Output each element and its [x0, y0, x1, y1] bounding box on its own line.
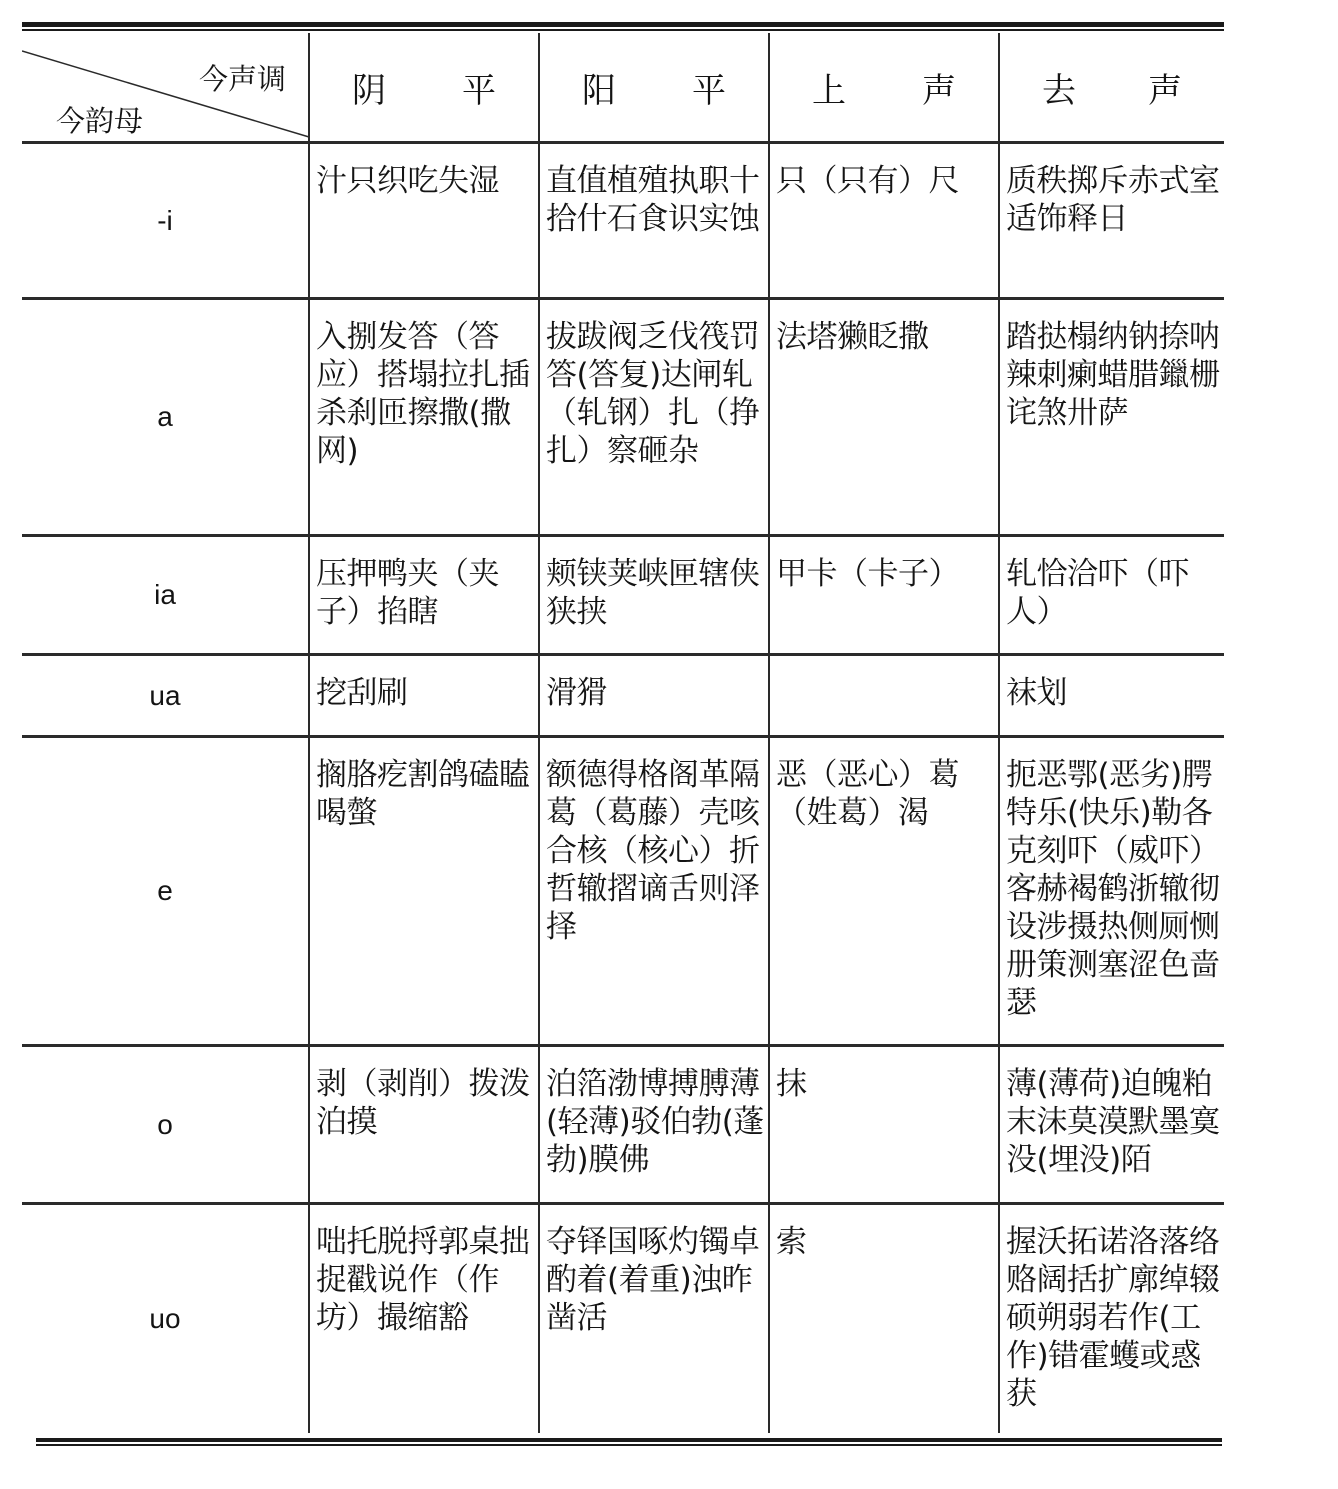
- cell-yangping: 拔跋阀乏伐筏罚答(答复)达闸轧（轧钢）扎（挣扎）察砸杂: [546, 319, 760, 469]
- header-row: [22, 33, 1224, 143]
- cell-qusheng: 握沃拓诺洛落络赂阔括扩廓绰辍硕朔弱若作(工作)错霍蠖或惑获: [1006, 1224, 1220, 1412]
- bottom-rule-thin: [36, 1444, 1222, 1446]
- cell-shangsheng: 法塔獭眨撒: [776, 319, 929, 355]
- column-header-yangping: 阳 平: [539, 33, 769, 143]
- final-label: a: [22, 299, 309, 536]
- top-rule: [22, 22, 1224, 27]
- cell-shangsheng: 只（只有）尺: [776, 163, 959, 199]
- cell-shangsheng: [770, 656, 998, 674]
- final-label: e: [22, 737, 309, 1046]
- cell-yinping: 挖刮刷: [316, 675, 408, 711]
- bottom-rule: [36, 1438, 1222, 1442]
- cell-qusheng: 踏挞榻纳钠捺呐辣刺瘌蜡腊鑞栅诧煞卅萨: [1006, 319, 1220, 431]
- table-row: [22, 299, 1224, 536]
- table-row: [22, 1204, 1224, 1433]
- column-header-shangsheng: 上 声: [769, 33, 999, 143]
- cell-qusheng: 袜划: [1006, 675, 1067, 711]
- cell-qusheng: 扼恶鄂(恶劣)腭特乐(快乐)勒各克刻吓（威吓）客赫褐鹤浙辙彻设涉摄热侧厕恻册策测塞涩色啬瑟: [1006, 757, 1220, 1021]
- final-label: ia: [22, 536, 309, 655]
- final-label: ua: [22, 655, 309, 737]
- table-row: [22, 737, 1224, 1046]
- cell-yangping: 直值植殖执职十拾什石食识实蚀: [546, 163, 760, 237]
- table-row: [22, 143, 1224, 299]
- final-label: o: [22, 1046, 309, 1204]
- cell-yinping: 搁胳疙割鸽磕瞌喝螫: [316, 757, 530, 831]
- column-header-yinping: 阴 平: [309, 33, 539, 143]
- final-label: -i: [22, 143, 309, 299]
- tone-final-table: [22, 33, 1224, 1433]
- corner-cell: [22, 33, 309, 143]
- cell-qusheng: 质秩掷斥赤式室适饰释日: [1006, 163, 1220, 237]
- cell-yinping: 汁只织吃失湿: [316, 163, 499, 199]
- cell-shangsheng: 抹: [776, 1066, 807, 1102]
- cell-yangping: 夺铎国啄灼镯卓酌着(着重)浊昨凿活: [546, 1224, 760, 1336]
- top-rule-thin: [22, 29, 1224, 31]
- cell-yangping: 额德得格阁革隔葛（葛藤）壳咳合核（核心）折哲辙摺谪舌则泽择: [546, 757, 760, 945]
- cell-yinping: 压押鸭夹（夹子）掐瞎: [316, 556, 499, 630]
- column-header-qusheng: 去 声: [999, 33, 1224, 143]
- cell-qusheng: 薄(薄荷)迫魄粕末沫莫漠默墨寞没(埋没)陌: [1006, 1066, 1220, 1178]
- corner-tone-label: 今声调: [198, 62, 286, 96]
- cell-yinping: 咄托脱捋郭桌拙捉戳说作（作坊）撮缩豁: [316, 1224, 530, 1336]
- cell-yangping: 泊箔渤博搏膊薄(轻薄)驳伯勃(蓬勃)膜佛: [546, 1066, 764, 1178]
- cell-yangping: 颊铗荚峡匣辖侠狭挟: [546, 556, 760, 630]
- table-row: [22, 1046, 1224, 1204]
- cell-yangping: 滑猾: [546, 675, 607, 711]
- cell-shangsheng: 索: [776, 1224, 807, 1260]
- cell-shangsheng: 甲卡（卡子）: [776, 556, 959, 592]
- table-row: [22, 536, 1224, 655]
- final-label: uo: [22, 1204, 309, 1433]
- table-row: [22, 655, 1224, 737]
- cell-shangsheng: 恶（恶心）葛（姓葛）渴: [776, 757, 959, 831]
- corner-final-label: 今韵母: [56, 104, 144, 138]
- cell-yinping: 剥（剥削）拨泼泊摸: [316, 1066, 530, 1140]
- cell-qusheng: 轧恰洽吓（吓人）: [1006, 556, 1189, 630]
- cell-yinping: 入捌发答（答应）搭塌拉扎插杀刹匝擦撒(撒网): [316, 319, 530, 469]
